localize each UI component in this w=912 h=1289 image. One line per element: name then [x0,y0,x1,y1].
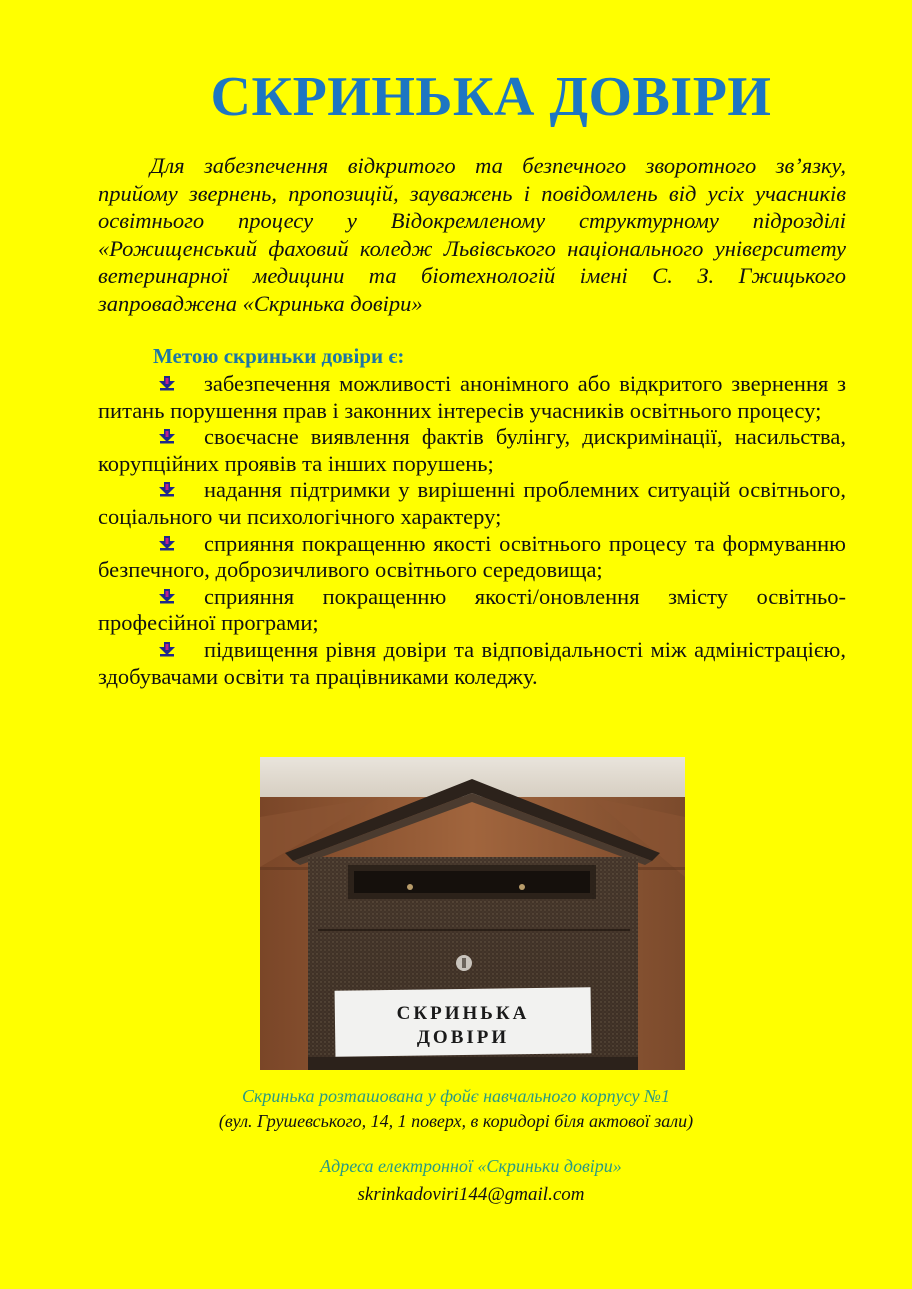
sign-line-2: ДОВІРИ [416,1027,510,1048]
email-address: skrinkadoviri144@gmail.com [357,1184,585,1205]
goal-text: сприяння покращенню якості освітнього процесу та формуванню безпечного, доброзичливого освітнього середовища; [98,530,846,583]
goal-text: підвищення рівня довіри та відповідальності між адміністрацією, здобувачами освіти та працівниками коледжу. [98,636,846,689]
goals-heading: Метою скриньки довіри є: [153,344,405,368]
goal-item [98,371,846,424]
email-caption: Адреса електронної «Скриньки довіри» [320,1156,622,1176]
page-title: СКРИНЬКА ДОВІРИ [210,66,772,128]
goal-item [98,531,846,584]
arrow-bullet-icon [156,641,178,657]
goal-text: сприяння покращенню якості/оновлення змісту освітньо-професійної програми; [98,583,846,636]
goal-text: надання підтримки у вирішенні проблемних ситуацій освітнього, соціального чи психологічного характеру; [98,477,846,529]
arrow-bullet-icon [156,481,178,497]
address-caption: (вул. Грушевського, 14, 1 поверх, в коридорі біля актової зали) [218,1111,694,1131]
goal-item [98,424,846,477]
goal-item [98,637,846,690]
arrow-bullet-icon [156,588,178,604]
trust-box-photo [260,757,685,1070]
goal-item [98,477,846,530]
goals-list [98,371,846,690]
goal-item [98,584,846,637]
goal-text: своєчасне виявлення фактів булінгу, дискримінації, насильства, корупційних проявів та інших порушень; [98,424,846,476]
arrow-bullet-icon [156,428,178,444]
mailbox-illustration [260,757,685,1070]
location-caption: Скринька розташована у фойє навчального корпусу №1 [242,1086,670,1106]
sign-line-1: СКРИНЬКА [396,1003,530,1024]
arrow-bullet-icon [156,535,178,551]
intro-paragraph: Для забезпечення відкритого та безпечного зворотного зв’язку, прийому звернень, пропозицій, зауважень і повідомлень від усіх учасників освітнього процесу у Відокремленому структурному підрозділі «Рожищенський фаховий коледж Львівського національного університету ветеринарної медицини та біотехнологій імені С. З. Гжицького запроваджена «Скринька довіри» [98,153,846,316]
goal-text: забезпечення можливості анонімного або відкритого звернення з питань порушення прав і законних інтересів учасників освітнього процесу; [98,371,846,423]
arrow-bullet-icon [156,375,178,391]
